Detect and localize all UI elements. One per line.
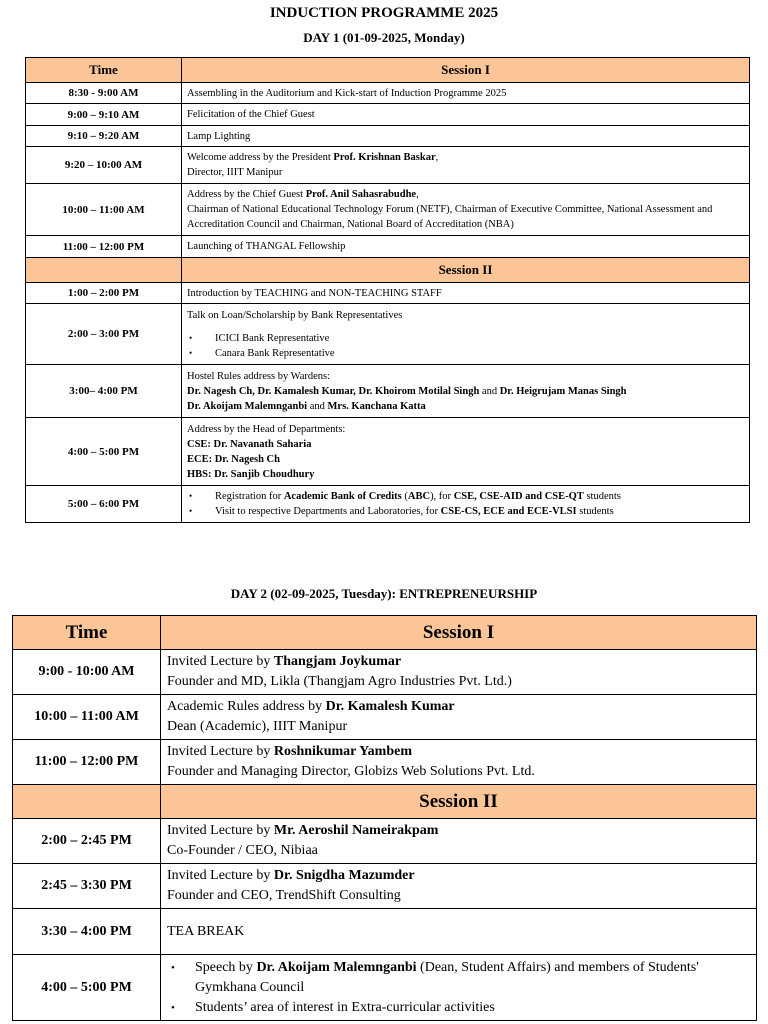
session-cell [182, 365, 750, 418]
table-header-row [13, 616, 757, 650]
time-cell: 9:00 - 10:00 AM [13, 650, 161, 695]
table-row [26, 283, 750, 304]
time-cell: 11:00 – 12:00 PM [13, 740, 161, 785]
time-cell: 2:00 – 3:00 PM [26, 304, 182, 365]
time-cell: 4:00 – 5:00 PM [26, 418, 182, 486]
bullet-list [167, 958, 750, 1018]
list-item [187, 504, 744, 519]
table-row [26, 365, 750, 418]
programme-names: CSE-CS, ECE and ECE-VLSI [440, 506, 577, 517]
speaker-name: Dr. Snigdha Mazumder [273, 868, 415, 883]
time-cell: 1:00 – 2:00 PM [26, 283, 182, 304]
session-cell: Lamp Lighting [182, 126, 750, 147]
session-header: Session I [182, 58, 750, 83]
time-column-header: Time [13, 616, 161, 650]
session-text: Academic Rules address by [167, 699, 326, 714]
speaker-name: HBS: Dr. Sanjib Choudhury [187, 468, 315, 480]
session-cell: Felicitation of the Chief Guest [182, 104, 750, 126]
time-cell: 9:20 – 10:00 AM [26, 147, 182, 184]
time-column-header-empty [26, 258, 182, 283]
time-cell: 9:10 – 9:20 AM [26, 126, 182, 147]
day1-schedule-table [25, 57, 750, 523]
time-cell: 2:00 – 2:45 PM [13, 819, 161, 864]
speaker-designation: Founder and Managing Director, Globizs Web Solutions Pvt. Ltd. [167, 764, 535, 779]
time-column-header: Time [26, 58, 182, 83]
table-row [13, 819, 757, 864]
session-cell [161, 864, 757, 909]
session-text: ), for [430, 491, 454, 502]
session-text: Address by the Head of Departments: [187, 423, 346, 435]
table-row [26, 184, 750, 236]
programme-names: CSE, CSE-AID and CSE-QT [453, 491, 584, 502]
table-row [13, 650, 757, 695]
speaker-designation: Founder and MD, Likla (Thangjam Agro Industries Pvt. Ltd.) [167, 674, 512, 689]
speaker-designation: Dean (Academic), IIIT Manipur [167, 719, 348, 734]
table-row [26, 236, 750, 258]
list-item [167, 958, 750, 998]
table-header-row [13, 785, 757, 819]
session-cell: Launching of THANGAL Fellowship [182, 236, 750, 258]
list-item: • Canara Bank Representative [187, 346, 744, 361]
table-row [26, 104, 750, 126]
session-text: ( [401, 491, 408, 502]
session-cell [161, 740, 757, 785]
speaker-designation: Director, IIIT Manipur [187, 167, 283, 178]
speaker-name: Roshnikumar Yambem [273, 744, 412, 759]
speaker-designation: Chairman of National Educational Technology Forum (NETF), Chairman of Executive Committee, National Assessment and Accreditation Council and Chairman, National Board of Accreditation (NBA) [187, 204, 713, 230]
hod-ece [187, 452, 744, 467]
speaker-name: Dr. Heigrujam Manas Singh [499, 385, 627, 397]
speaker-designation: Co-Founder / CEO, Nibiaa [167, 843, 318, 858]
session-text: Invited Lecture by [167, 654, 274, 669]
time-cell: 10:00 – 11:00 AM [26, 184, 182, 236]
time-cell: 10:00 – 11:00 AM [13, 695, 161, 740]
speaker-name: Dr. Akoijam Malemnganbi [187, 400, 308, 412]
speaker-name: Thangjam Joykumar [273, 654, 402, 669]
list-item: • ICICI Bank Representative [187, 331, 744, 346]
session-text: Invited Lecture by [167, 823, 274, 838]
session-text: Talk on Loan/Scholarship by Bank Representatives [187, 309, 403, 321]
table-header-row [26, 58, 750, 83]
session-cell [161, 695, 757, 740]
speaker-name: Dr. Kamalesh Kumar [325, 699, 455, 714]
session-cell [161, 955, 757, 1021]
session-cell [182, 304, 750, 365]
day2-schedule-table [12, 615, 757, 1021]
table-row [26, 126, 750, 147]
session-text: , [416, 189, 419, 200]
session-text: Invited Lecture by [167, 868, 274, 883]
hod-cse [187, 437, 744, 452]
session-cell: TEA BREAK [161, 909, 757, 955]
warden-names [187, 399, 744, 414]
session-text: Visit to respective Departments and Laboratories, for [215, 506, 441, 517]
table-row [13, 740, 757, 785]
time-cell: 5:00 – 6:00 PM [26, 486, 182, 523]
time-cell: 8:30 - 9:00 AM [26, 83, 182, 104]
speaker-name: Dr. Akoijam Malemnganbi [256, 959, 417, 975]
table-row [13, 909, 757, 955]
time-cell: 11:00 – 12:00 PM [26, 236, 182, 258]
session-cell [182, 184, 750, 236]
time-cell: 3:00– 4:00 PM [26, 365, 182, 418]
speaker-designation: Founder and CEO, TrendShift Consulting [167, 888, 401, 903]
table-row [26, 304, 750, 365]
session-text: Registration for [215, 491, 284, 502]
time-cell: 9:00 – 9:10 AM [26, 104, 182, 126]
time-cell: 4:00 – 5:00 PM [13, 955, 161, 1021]
page-title: INDUCTION PROGRAMME 2025 [269, 5, 499, 21]
session-text: Speech by [195, 959, 257, 975]
session-text: and [307, 400, 328, 412]
session-text: Invited Lecture by [167, 744, 274, 759]
session-text: and [479, 385, 500, 397]
day2-title: DAY 2 (02-09-2025, Tuesday): ENTREPRENEURSHIP [230, 586, 538, 601]
table-row [26, 83, 750, 104]
emphasis-text: Academic Bank of Credits [283, 491, 402, 502]
table-header-row [26, 258, 750, 283]
time-column-header-empty [13, 785, 161, 819]
list-item [187, 489, 744, 504]
list-item: • Students’ area of interest in Extra-curricular activities [167, 998, 750, 1018]
session-header: Session II [182, 258, 750, 283]
table-row [26, 486, 750, 523]
table-row [13, 955, 757, 1021]
session-cell: Introduction by TEACHING and NON-TEACHING STAFF [182, 283, 750, 304]
table-row [13, 695, 757, 740]
speaker-name: Prof. Krishnan Baskar [333, 152, 436, 163]
session-text: students [583, 491, 621, 502]
session-cell: Assembling in the Auditorium and Kick-start of Induction Programme 2025 [182, 83, 750, 104]
session-text: students [576, 506, 614, 517]
emphasis-text: ABC [407, 491, 431, 502]
speaker-name: Dr. Nagesh Ch, Dr. Kamalesh Kumar, Dr. Khoirom Motilal Singh [187, 385, 480, 397]
session-cell [182, 418, 750, 486]
speaker-name: CSE: Dr. Navanath Saharia [187, 438, 312, 450]
day1-title: DAY 1 (01-09-2025, Monday) [303, 30, 465, 45]
time-cell: 3:30 – 4:00 PM [13, 909, 161, 955]
session-header: Session II [161, 785, 757, 819]
table-row [26, 147, 750, 184]
speaker-name: ECE: Dr. Nagesh Ch [187, 453, 280, 465]
session-cell [161, 819, 757, 864]
session-text: , [435, 152, 439, 163]
speaker-name: Mrs. Kanchana Katta [327, 400, 426, 412]
bullet-list [187, 489, 744, 519]
bullet-list [187, 331, 744, 361]
speaker-name: Prof. Anil Sahasrabudhe [305, 189, 417, 200]
session-cell [161, 650, 757, 695]
session-text: (Dean, Student Affairs) and members of Students' Gymkhana Council [195, 959, 699, 995]
session-text: Address by the Chief Guest [187, 189, 306, 200]
session-text: Hostel Rules address by Wardens: [187, 370, 331, 382]
speaker-name: Mr. Aeroshil Nameirakpam [273, 823, 439, 838]
hod-hbs [187, 467, 744, 482]
session-header: Session I [161, 616, 757, 650]
session-cell [182, 147, 750, 184]
table-row [26, 418, 750, 486]
session-cell [182, 486, 750, 523]
session-text: Welcome address by the President [187, 152, 334, 163]
warden-names [187, 384, 744, 399]
table-row [13, 864, 757, 909]
time-cell: 2:45 – 3:30 PM [13, 864, 161, 909]
